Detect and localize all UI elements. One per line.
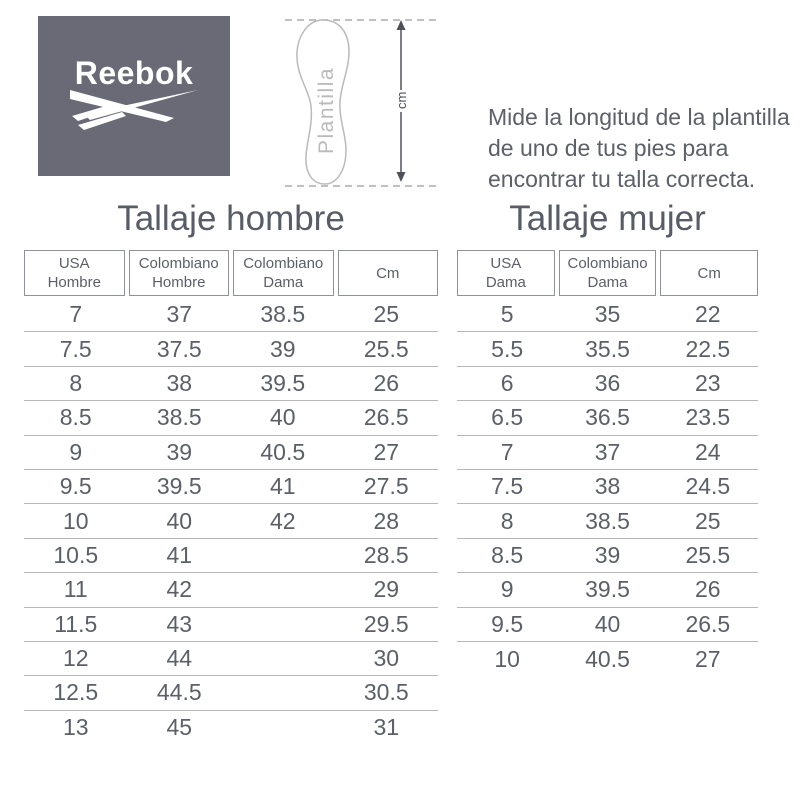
size-cell: 8.5 <box>491 541 524 568</box>
instruction-line: de uno de tus pies para <box>488 135 729 161</box>
table-row <box>457 298 758 332</box>
size-cell: 28 <box>373 507 400 534</box>
column-header <box>457 250 555 296</box>
size-cell: 44 <box>166 645 193 672</box>
size-cell: 8 <box>500 507 514 534</box>
size-cell: 26 <box>695 576 721 603</box>
size-cell: 35 <box>594 301 621 328</box>
size-cell: 28.5 <box>363 541 409 568</box>
column-header <box>24 250 125 296</box>
size-cell: 40 <box>166 507 193 534</box>
insole-diagram <box>283 8 445 194</box>
size-cell: 6.5 <box>491 404 524 431</box>
table-row <box>457 470 758 504</box>
size-cell: 9.5 <box>491 610 524 637</box>
table-row <box>24 436 438 470</box>
column-header-line: Cm <box>697 264 721 282</box>
size-cell: 25.5 <box>363 335 409 362</box>
column-header <box>129 250 230 296</box>
size-cell: 36.5 <box>585 404 630 431</box>
size-cell: 40.5 <box>585 645 630 672</box>
column-header-line: USA <box>58 255 90 272</box>
women-table-header-row <box>457 250 758 296</box>
men-table-header-row <box>24 250 438 296</box>
size-cell: 11.5 <box>54 610 98 637</box>
size-cell: 39.5 <box>156 473 202 500</box>
column-header-line: Dama <box>263 274 304 291</box>
size-cell: 9 <box>500 576 514 603</box>
size-cell: 12.5 <box>53 679 99 706</box>
size-cell: 39.5 <box>260 369 306 396</box>
size-cell: 25.5 <box>685 541 731 568</box>
size-cell: 30 <box>373 645 400 672</box>
women-size-table <box>457 250 758 676</box>
size-cell: 37 <box>594 438 621 465</box>
size-cell: 6 <box>500 369 514 396</box>
table-row <box>24 367 438 401</box>
size-cell: 40.5 <box>260 438 306 465</box>
cm-label: cm <box>394 91 409 109</box>
column-header-line: Dama <box>587 274 628 291</box>
table-row <box>24 711 438 745</box>
men-table-body <box>24 298 438 745</box>
table-row <box>457 608 758 642</box>
table-row <box>24 642 438 676</box>
table-row <box>457 367 758 401</box>
size-cell: 10.5 <box>53 541 99 568</box>
size-cell: 41 <box>166 541 193 568</box>
table-row <box>457 436 758 470</box>
table-row <box>24 539 438 573</box>
size-cell: 45 <box>166 714 193 741</box>
column-header-line: USA <box>490 255 522 272</box>
size-cell: 31 <box>373 714 400 741</box>
size-cell: 8 <box>69 369 83 396</box>
column-header-line: Colombiano <box>138 255 219 272</box>
size-cell: 12 <box>62 645 89 672</box>
size-cell: 7.5 <box>491 473 524 500</box>
men-size-table <box>24 250 438 745</box>
size-cell: 10 <box>62 507 89 534</box>
size-cell: 41 <box>269 473 296 500</box>
size-cell: 39 <box>594 541 621 568</box>
size-cell: 26.5 <box>363 404 409 431</box>
table-row <box>457 401 758 435</box>
size-cell: 9 <box>69 438 83 465</box>
table-row <box>457 504 758 538</box>
size-cell: 5 <box>500 301 514 328</box>
size-cell: 7 <box>500 438 514 465</box>
size-cell: 26.5 <box>685 610 731 637</box>
size-cell: 8.5 <box>59 404 92 431</box>
size-cell: 42 <box>166 576 193 603</box>
size-cell: 44.5 <box>156 679 202 706</box>
size-cell: 38 <box>594 473 621 500</box>
table-row <box>24 401 438 435</box>
instruction-line: Mide la longitud de la plantilla <box>488 104 790 130</box>
size-cell: 25 <box>373 301 400 328</box>
size-cell: 39.5 <box>585 576 630 603</box>
table-row <box>457 573 758 607</box>
size-cell: 22.5 <box>685 335 731 362</box>
size-cell: 7 <box>69 301 83 328</box>
column-header-line: Colombiano <box>567 255 648 272</box>
size-cell: 9.5 <box>59 473 92 500</box>
size-cell: 38 <box>166 369 193 396</box>
size-cell: 23 <box>695 369 721 396</box>
size-cell: 24 <box>695 438 721 465</box>
size-cell: 37.5 <box>156 335 202 362</box>
column-header-line: Cm <box>376 264 400 282</box>
size-cell: 30.5 <box>363 679 409 706</box>
plantilla-label: Plantilla <box>315 66 338 154</box>
size-cell: 40 <box>594 610 621 637</box>
size-cell: 11 <box>63 576 88 603</box>
table-row <box>457 642 758 676</box>
instruction-line: encontrar tu talla correcta. <box>488 166 756 192</box>
size-cell: 27 <box>695 645 721 672</box>
size-cell: 13 <box>62 714 89 741</box>
women-table-title: Tallaje mujer <box>509 199 706 238</box>
table-row <box>24 573 438 607</box>
men-table-title: Tallaje hombre <box>117 199 345 238</box>
size-cell: 38.5 <box>585 507 630 534</box>
size-cell: 37 <box>166 301 193 328</box>
column-header <box>559 250 657 296</box>
table-row <box>24 298 438 332</box>
size-cell: 27 <box>373 438 400 465</box>
reebok-vector-icon <box>70 90 198 132</box>
size-cell: 35.5 <box>585 335 630 362</box>
women-table-body <box>457 298 758 676</box>
column-header <box>338 250 439 296</box>
column-header <box>660 250 758 296</box>
size-cell: 29 <box>373 576 400 603</box>
reebok-logo <box>38 16 230 176</box>
table-row <box>24 332 438 366</box>
table-row <box>24 470 438 504</box>
size-cell: 10 <box>494 645 520 672</box>
column-header-line: Dama <box>485 274 526 291</box>
column-header-line: Hombre <box>152 274 206 291</box>
size-cell: 38.5 <box>156 404 202 431</box>
table-row <box>24 676 438 710</box>
size-cell: 43 <box>166 610 193 637</box>
table-row <box>24 608 438 642</box>
size-cell: 39 <box>166 438 193 465</box>
size-cell: 25 <box>695 507 721 534</box>
size-cell: 42 <box>269 507 296 534</box>
table-row <box>457 539 758 573</box>
size-cell: 29.5 <box>363 610 409 637</box>
size-cell: 7.5 <box>59 335 92 362</box>
size-cell: 40 <box>269 404 296 431</box>
size-cell: 39 <box>269 335 296 362</box>
size-cell: 23.5 <box>685 404 731 431</box>
column-header-line: Hombre <box>47 274 101 291</box>
size-cell: 27.5 <box>363 473 409 500</box>
size-cell: 22 <box>695 301 721 328</box>
size-cell: 26 <box>373 369 400 396</box>
size-cell: 38.5 <box>260 301 306 328</box>
column-header-line: Colombiano <box>243 255 324 272</box>
size-cell: 24.5 <box>685 473 731 500</box>
measurement-instructions <box>488 102 790 195</box>
size-cell: 36 <box>594 369 621 396</box>
column-header <box>233 250 334 296</box>
reebok-wordmark: Reebok <box>74 55 194 91</box>
size-cell: 5.5 <box>491 335 524 362</box>
table-row <box>24 504 438 538</box>
table-row <box>457 332 758 366</box>
